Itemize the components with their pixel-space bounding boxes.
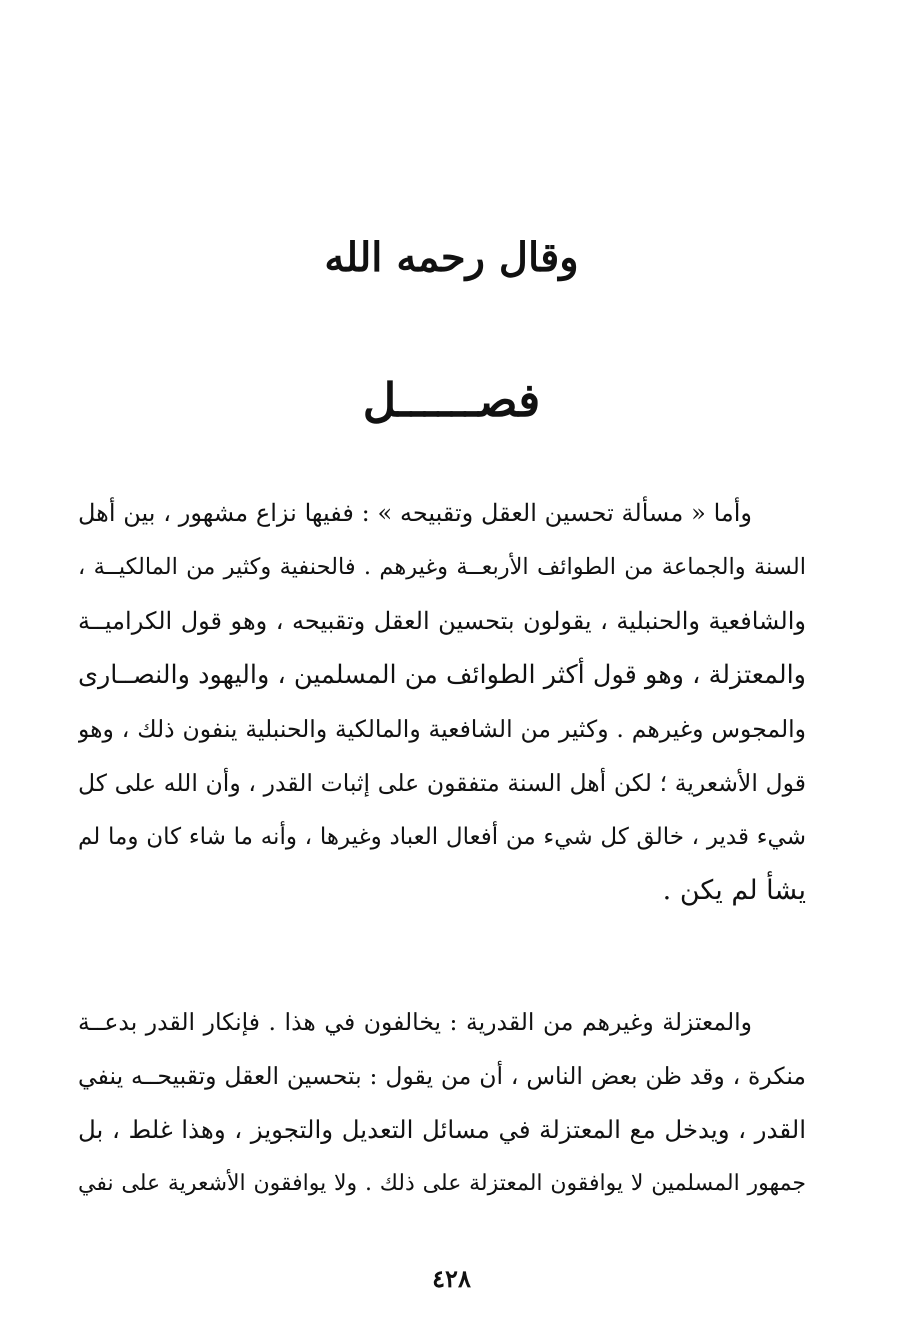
text-line: جمهور المسلمين لا يوافقون المعتزلة على ذلك . ولا يوافقون الأشعرية على نفي <box>78 1171 806 1196</box>
text-line: والمعتزلة وغيرهم من القدرية : يخالفون في هذا . فإنكار القدر بدعــة <box>78 1008 752 1036</box>
text-line: السنة والجماعة من الطوائف الأربعــة وغيرهم . فالحنفية وكثير من المالكيــة ، <box>78 554 806 580</box>
paragraph-1 <box>78 486 806 918</box>
text-line: يشأ لم يكن . <box>662 875 806 906</box>
text-line: قول الأشعرية ؛ لكن أهل السنة متفقون على إثبات القدر ، وأن الله على كل <box>78 769 806 797</box>
text-line: شيء قدير ، خالق كل شيء من أفعال العباد وغيرها ، وأنه ما شاء كان وما لم <box>78 824 806 850</box>
text-line: والشافعية والحنبلية ، يقولون بتحسين العقل وتقبيحه ، وهو قول الكراميــة <box>78 607 806 635</box>
text-line: وأما « مسألة تحسين العقل وتقبيحه » : ففيها نزاع مشهور ، بين أهل <box>78 499 752 527</box>
paragraph-2 <box>78 995 806 1211</box>
text-line: منكرة ، وقد ظن بعض الناس ، أن من يقول : بتحسين العقل وتقبيحــه ينفي <box>78 1062 806 1090</box>
section-heading: فصــــــل <box>362 373 541 427</box>
chapter-heading: وقال رحمه الله <box>324 234 579 281</box>
page-number: ٤٢٨ <box>432 1264 471 1293</box>
text-line: القدر ، ويدخل مع المعتزلة في مسائل التعديل والتجويز ، وهذا غلط ، بل <box>78 1115 806 1144</box>
text-line: والمعتزلة ، وهو قول أكثر الطوائف من المسلمين ، واليهود والنصــارى <box>78 660 806 690</box>
text-line: والمجوس وغيرهم . وكثير من الشافعية والمالكية والحنبلية ينفون ذلك ، وهو <box>78 715 806 743</box>
